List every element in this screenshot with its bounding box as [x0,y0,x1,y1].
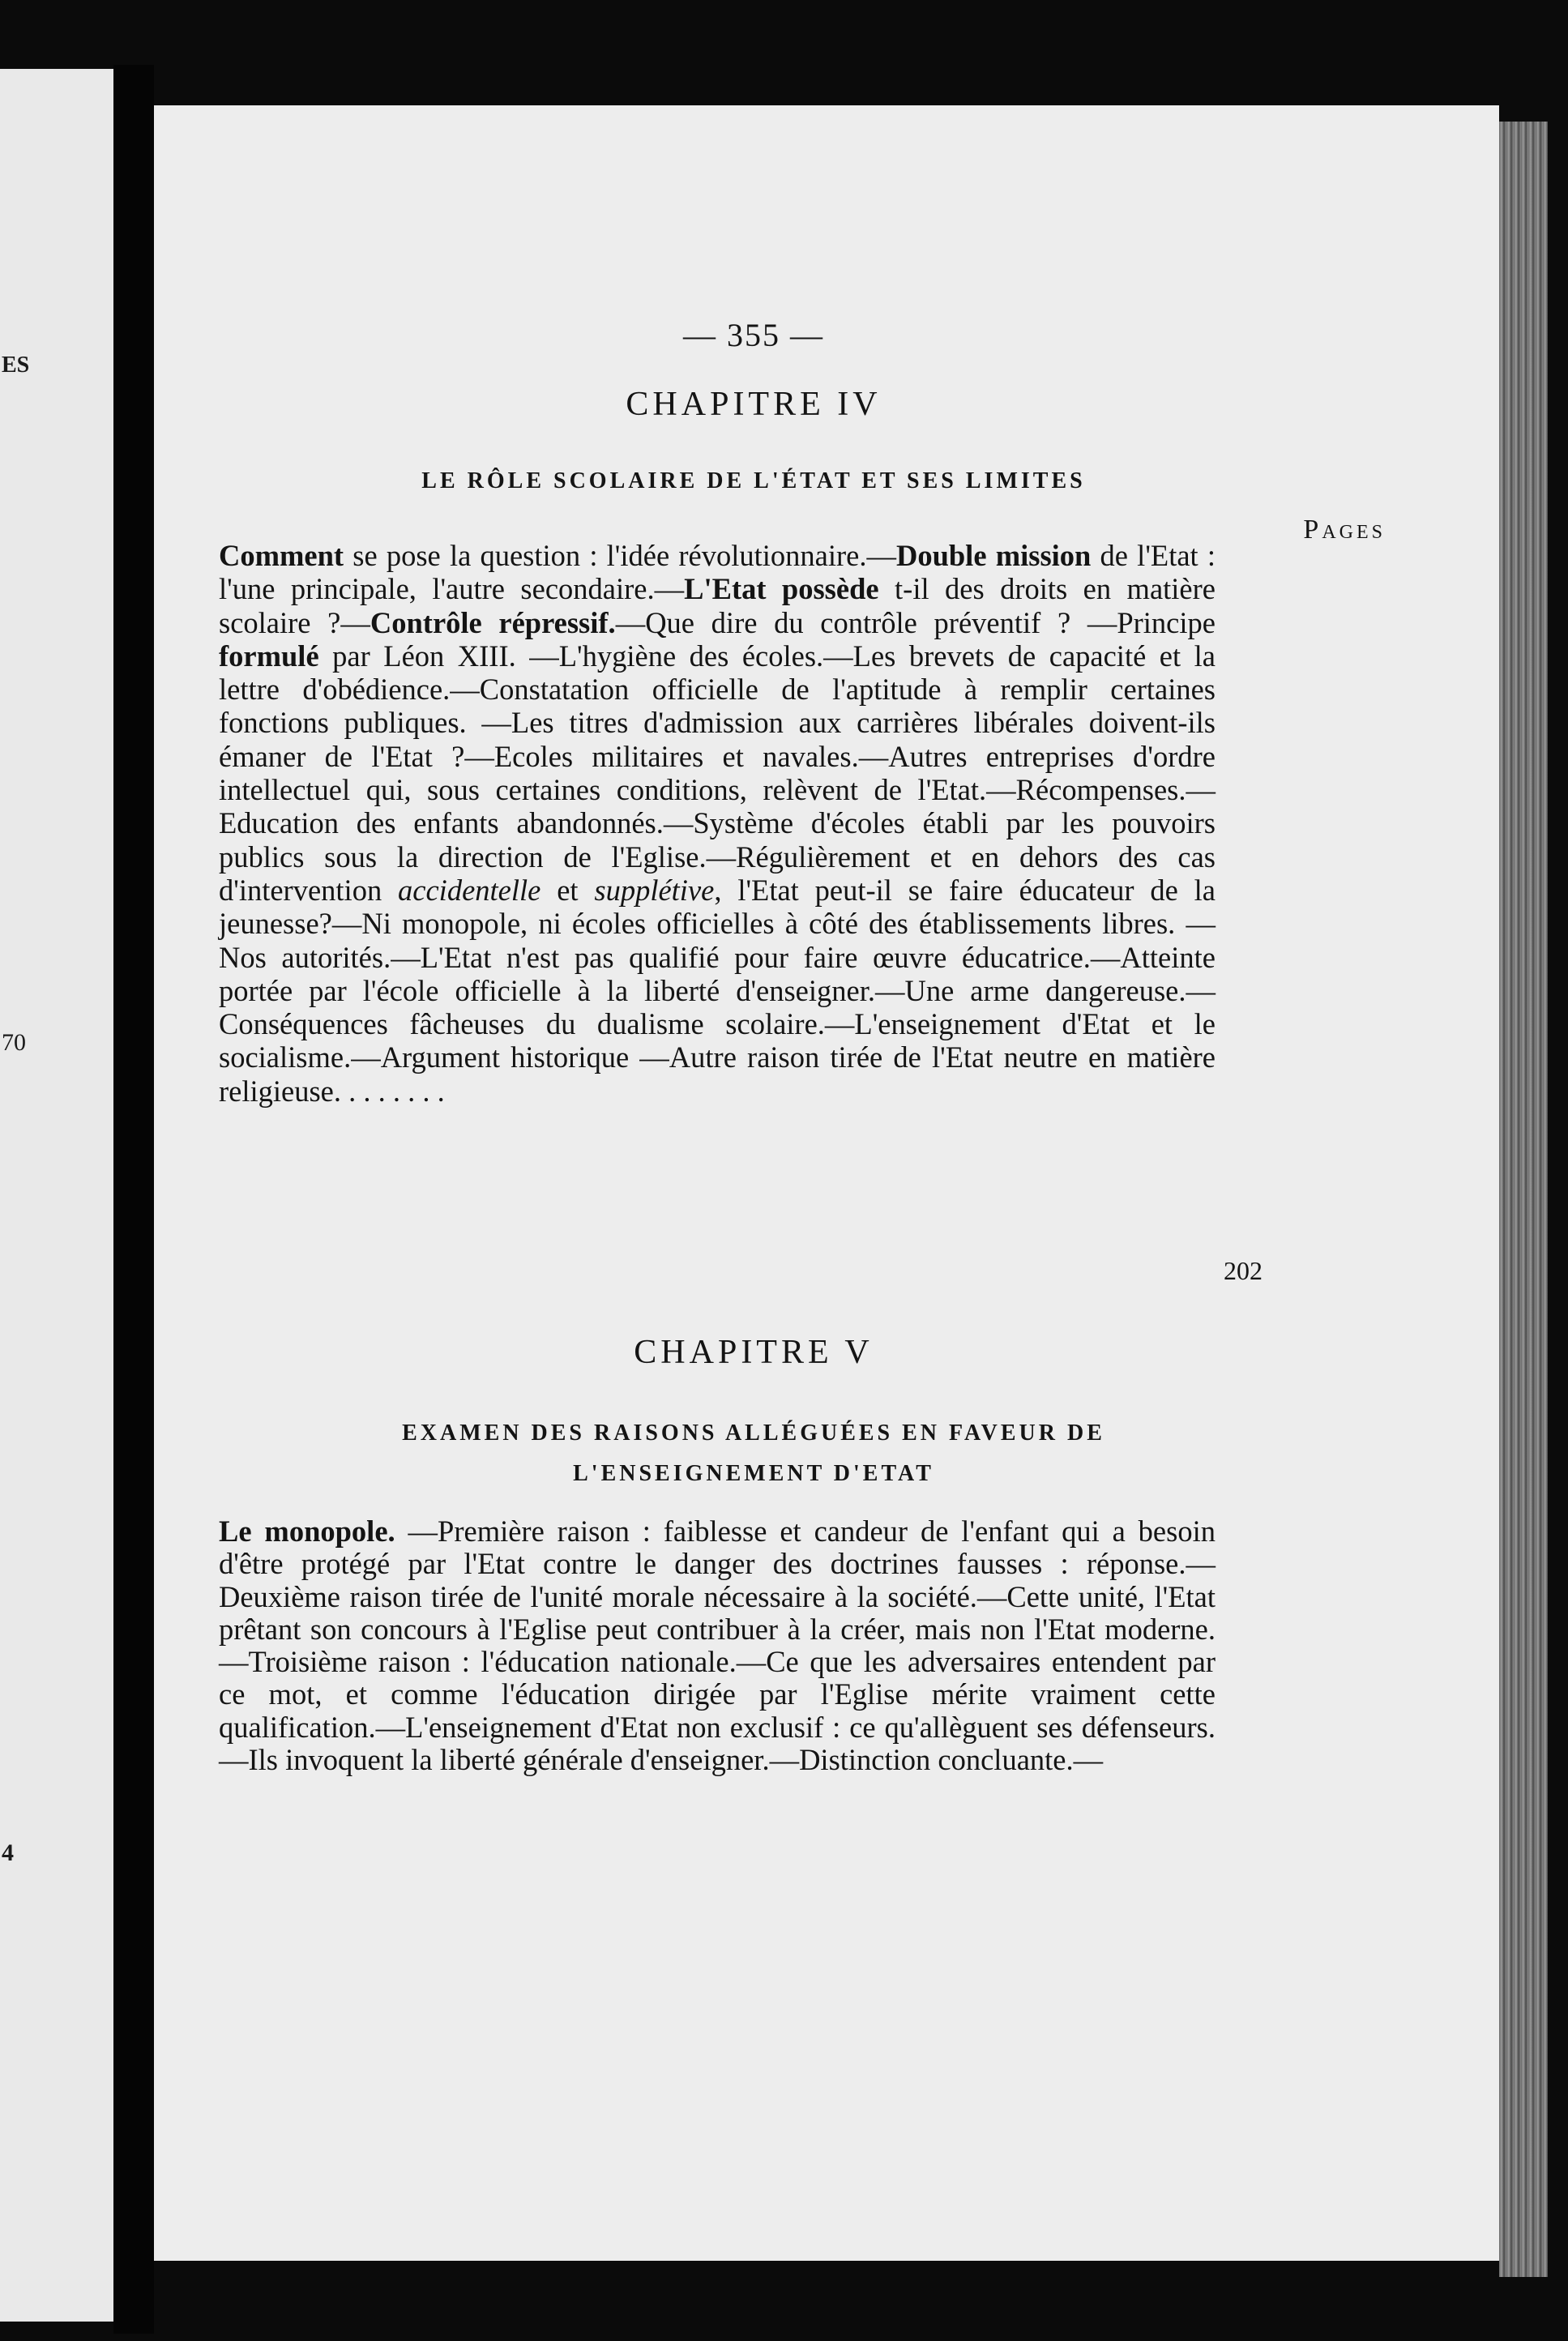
left-page-fragment-bottom: 4 [2,1839,14,1866]
chapter-4-page-reference: 202 [1224,1256,1263,1285]
chapter-4-subtitle: LE RÔLE SCOLAIRE DE L'ÉTAT ET SES LIMITES [421,468,1086,493]
chapter-4-summary: Comment se pose la question : l'idée révolutionnaire.—Double mission de l'Etat : l'une principale, l'autre secondaire.—L'Etat possède t-il des droits en matière scolaire ?—Contrôle répressif.—Que dire du contrôle préventif ? —Principe formulé par Léon XIII. —L'hygiène des écoles.—Les brevets de capacité et la lettre d'obédience.—Constatation officielle de l'aptitude à remplir certaines fonctions publiques. —Les titres d'admission aux carrières libérales doivent-ils émaner de l'Etat ?—Ecoles militaires et navales.—Autres entreprises d'ordre intellectuel qui, sous certaines conditions, relèvent de l'Etat.—Récompenses.—Education des enfants abandonnés.—Système d'écoles établi par les pouvoirs publics sous la direction de l'Eglise.—Régulièrement et en dehors des cas d'intervention accidentelle et supplétive, l'Etat peut-il se faire éducateur de la jeunesse?—Ni monopole, ni écoles officielles à côté des établissements libres. —Nos autorités.—L'Etat n'est pas qualifié pour faire œuvre éducatrice.—Atteinte portée par l'école officielle à la liberté d'enseigner.—Une arme dangereuse.—Conséquences fâcheuses du dualisme scolaire.—L'enseignement d'Etat et le socialisme.—Argument historique —Autre raison tirée de l'Etat neutre en matière religieuse. . . . . . . . [219,539,1216,1108]
pages-column-label: Pages [1303,515,1386,545]
book-page [154,105,1499,2261]
chapter-5-summary: Le monopole. —Première raison : faiblesse et candeur de l'enfant qui a besoin d'être protégé par l'Etat contre le danger des doctrines fausses : réponse.—Deuxième raison tirée de l'unité morale nécessaire à la société.—Cette unité, l'Etat prêtant son concours à l'Eglise peut contribuer à la créer, mais non l'Etat moderne.—Troisième raison : l'éducation nationale.—Ce que les adversaires entendent par ce mot, et comme l'éducation dirigée par l'Eglise mérite vraiment cette qualification.—L'enseignement d'Etat non exclusif : ce qu'allèguent ses défenseurs.—Ils invoquent la liberté générale d'enseigner.—Distinction concluante.— [219,1514,1216,1777]
left-page-fragment-middle: 70 [2,1029,26,1056]
chapter-4-title: CHAPITRE IV [626,386,882,423]
left-facing-page [0,69,113,2322]
chapter-5-title: CHAPITRE V [634,1334,874,1371]
book-gutter [113,65,154,2334]
chapter-5-subtitle-line-1: EXAMEN DES RAISONS ALLÉGUÉES EN FAVEUR DE [402,1420,1105,1446]
page-edges [1499,122,1548,2277]
chapter-5-subtitle-line-2: L'ENSEIGNEMENT D'ETAT [573,1461,934,1486]
page-number: — 355 — [683,317,824,353]
left-page-fragment-top: ES [2,352,30,378]
